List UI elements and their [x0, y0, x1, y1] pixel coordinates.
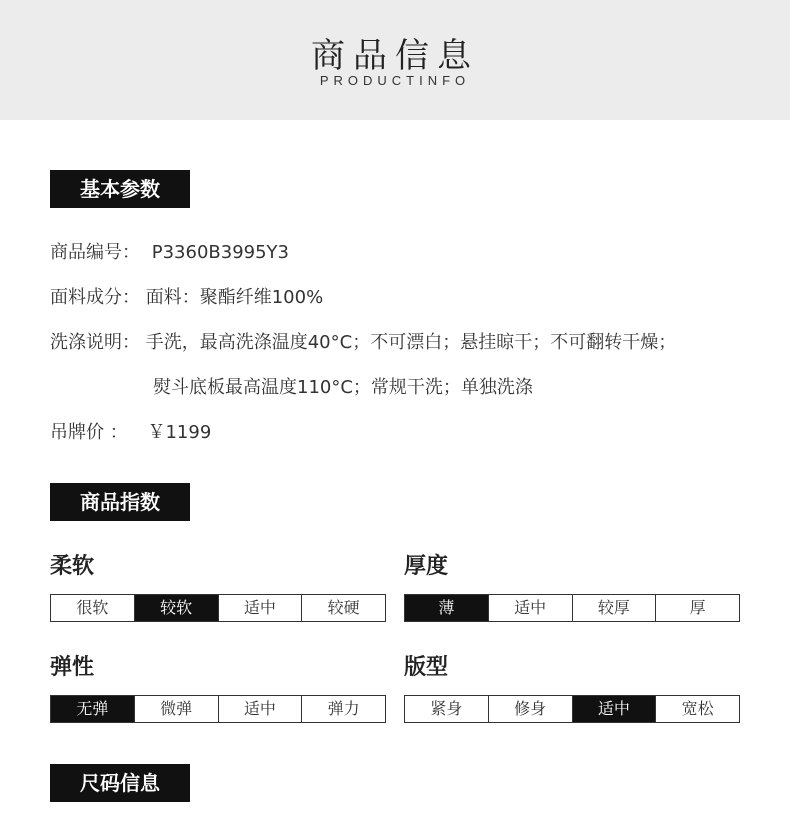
fit-scale — [404, 695, 740, 723]
thickness-option: 薄 — [405, 595, 489, 621]
thickness-scale — [404, 594, 740, 622]
elasticity-option: 适中 — [219, 696, 303, 722]
fabric-label: 面料成分： — [50, 287, 140, 308]
page-title: 商品信息 — [311, 36, 479, 76]
fit-option: 宽松 — [681, 699, 714, 718]
softness-option: 很软 — [51, 595, 135, 621]
row-wash — [50, 328, 676, 354]
thickness-option: 厚 — [689, 598, 706, 617]
price-value: ￥1199 — [147, 422, 212, 443]
section-label-index: 商品指数 — [50, 483, 190, 521]
fit-option: 适中 — [573, 696, 657, 722]
product-code-value: P3360B3995Y3 — [151, 242, 290, 263]
softness-option: 较软 — [135, 595, 219, 621]
fit-title: 版型 — [404, 655, 449, 680]
section-label-size: 尺码信息 — [50, 764, 190, 802]
section-label-basic: 基本参数 — [50, 170, 190, 208]
elasticity-option: 无弹 — [51, 696, 135, 722]
softness-option: 较硬 — [327, 598, 360, 617]
thickness-title: 厚度 — [404, 554, 449, 579]
softness-title: 柔软 — [50, 554, 95, 579]
wash-line-1: 手洗，最高洗涤温度40°C；不可漂白；悬挂晾干；不可翻转干燥； — [145, 332, 677, 353]
row-fabric — [50, 283, 323, 309]
elasticity-scale — [50, 695, 386, 723]
elasticity-title: 弹性 — [50, 655, 95, 680]
thickness-option: 适中 — [489, 595, 573, 621]
softness-option: 适中 — [219, 595, 303, 621]
row-price — [50, 418, 211, 444]
fabric-value: 面料：聚酯纤维100% — [145, 287, 324, 308]
fit-option: 修身 — [489, 696, 573, 722]
wash-line-2: 熨斗底板最高温度110°C；常规干洗；单独洗涤 — [153, 377, 533, 398]
elasticity-option: 微弹 — [135, 696, 219, 722]
row-product-code — [50, 238, 289, 264]
price-label: 吊牌价 ： — [50, 422, 128, 443]
product-code-label: 商品编号： — [50, 242, 140, 263]
elasticity-option: 弹力 — [327, 699, 360, 718]
page-header — [0, 0, 790, 120]
thickness-option: 较厚 — [573, 595, 657, 621]
fit-option: 紧身 — [405, 696, 489, 722]
softness-scale — [50, 594, 386, 622]
wash-label: 洗涤说明： — [50, 332, 140, 353]
row-wash-2 — [153, 373, 533, 399]
page-subtitle: PRODUCTINFO — [319, 73, 471, 88]
